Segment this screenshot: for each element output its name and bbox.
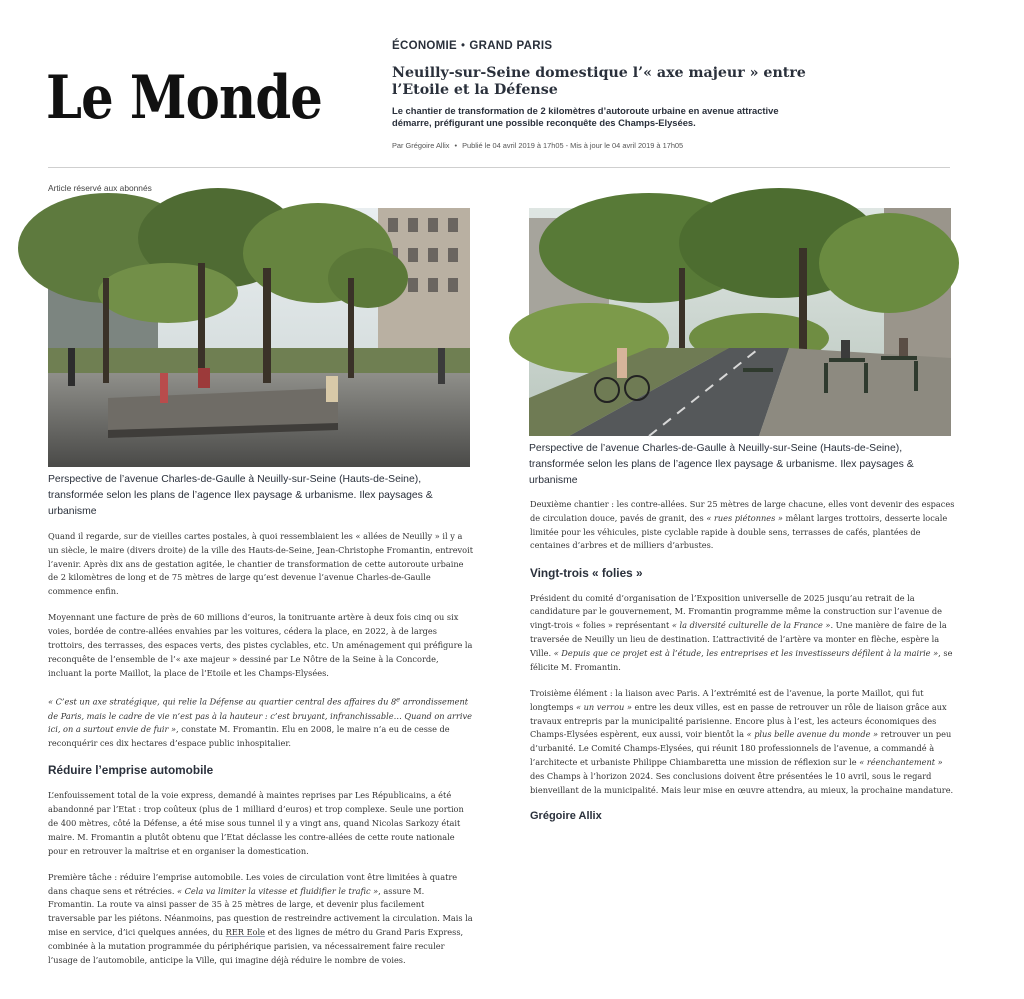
quote: « C’est un axe stratégique, qui relie la Défense au quartier central des affaires du 8 — [48, 696, 397, 707]
article-photo-bike-lane[interactable] — [529, 208, 951, 436]
kicker-separator: • — [461, 40, 466, 52]
paragraph-text: entre les deux villes, est en passe de retrouver un rôle de liaison grâce aux travaux entrepris par la municipalité parisienne. Encore plus à l’est, les acteurs économiques des Champs-Elysées espèrent, eux aussi, voir bientôt la — [530, 701, 947, 740]
paragraph-text: Président du comité d’organisation de l’Exposition universelle de 2025 jusqu’au retrait de la candidature par le gouvernement, M. Fromantin programme même la construction sur l’avenue de vingt-trois « folies » représentant — [530, 592, 942, 631]
paragraph — [48, 871, 473, 968]
paragraph — [530, 687, 955, 797]
le-monde-logo-mark — [44, 60, 334, 133]
article-body-right-column — [530, 498, 955, 822]
rer-eole-link[interactable]: RER Eole — [225, 927, 265, 938]
photo-bike-lane-caption: Perspective de l’avenue Charles-de-Gaulle à Neuilly-sur-Seine (Hauts-de-Seine), transformée selon les plans de l’agence Ilex paysage & urbanisme. Ilex paysages & urbanisme — [529, 443, 914, 486]
kicker-section-link[interactable]: ÉCONOMIE — [392, 40, 458, 52]
quote: « un verrou » — [576, 701, 632, 712]
quote-superscript: e — [396, 694, 401, 703]
article-byline — [392, 141, 683, 150]
le-monde-logo[interactable] — [44, 60, 334, 133]
paragraph — [530, 498, 955, 553]
paragraph-text: et des lignes de métro du Grand Paris Express, combinée à la mutation programmée du périphérique parisien, va nécessairement faire reculer l’usage de l’automobile, anticipe la Ville, qui imagine déjà réduire le nombre de voies. — [48, 927, 464, 965]
paragraph-text: Deuxième chantier : les contre-allées. Sur 25 mètres de large chacune, elles vont devenir des espaces de circulation douce, pavés de granit, des — [530, 499, 955, 523]
quote: « rues piétonnes » — [706, 512, 783, 523]
article-standfirst: Le chantier de transformation de 2 kilomètres d’autoroute urbaine en avenue attractive démarre, préfigurant une possible reconquête des Champs-Elysées. — [392, 105, 779, 128]
paragraph-text: des Champs à l’horizon 2024. Ses conclusions doivent être présentées le 10 avril, sous le regard bienveillant de la municipalité. Mais leur mise en œuvre attendra, au mieux, la prochaine mandature. — [530, 770, 954, 795]
article-body-left-column — [48, 530, 473, 980]
article-headline: Neuilly-sur-Seine domestique l’« axe majeur » entre l’Etoile et la Défense — [392, 65, 806, 98]
byline-separator: • — [454, 141, 458, 150]
paragraph-text: retrouver un peu d’urbanité. Le Comité Champs-Elysées, qui réunit 180 professionnels de l’avenue, a commandé à l’architecte et urbaniste Philippe Chiambaretta une mission de réflexion sur le — [530, 729, 952, 767]
paragraph-text: Troisième élément : la liaison avec Paris. A l’extrémité est de l’avenue, la porte Maillot, qui fut longtemps — [530, 687, 924, 712]
photo-plaza-caption: Perspective de l’avenue Charles-de-Gaulle à Neuilly-sur-Seine (Hauts-de-Seine), transformée selon les plans de l’agence Ilex paysage & urbanisme. Ilex paysages & urbanisme — [48, 474, 433, 517]
section-heading: Réduire l’emprise automobile — [48, 763, 214, 778]
svg-text:Le Monde: Le Monde — [46, 63, 322, 133]
section-heading: Vingt-trois « folies » — [530, 565, 643, 580]
quote: arrondissement de Paris, mais le cadre de vie n’est pas à la hauteur : c’est bruyant, infranchissable… Quand on arrive ici, on a surtout envie de fuir » — [48, 696, 472, 735]
section-kicker — [392, 40, 552, 52]
quote: « la diversité culturelle de la France » — [671, 620, 831, 631]
paragraph: L’enfouissement total de la voie express, demandé à maintes reprises par Les Républicains, a été abandonné par l’Etat : trop coûteux (plus de 1 milliard d’euros) et trop complexe. Seule une portion de 400 mètres, côté la Défense, a été mise sous tunnel il y a vingt ans, quand Nicolas Sarkozy était maire. M. Fromantin a plutôt obtenu que l’Etat déclasse les contre-allées de cette route nationale pour en retrouver la maîtrise et en organiser la domestication. — [48, 790, 464, 856]
header-divider — [48, 167, 950, 168]
quote: « réenchantement » — [859, 756, 943, 767]
byline-author[interactable]: Par Grégoire Allix — [392, 141, 450, 150]
subscriber-notice: Article réservé aux abonnés — [48, 183, 152, 193]
paragraph: Moyennant une facture de près de 60 millions d’euros, la tonitruante artère à deux fois cinq ou six voies, bordée de contre-allées envahies par les voitures, cédera la place, en 2022, à de larges trottoirs, des terrasses, des espaces verts, des pistes cyclables, etc. Un aménagement qui préfigure la reconquête de l’ensemble de l’« axe majeur » dessiné par Le Nôtre de la Seine à la Concorde, incluant la porte Maillot, la place de l’Etoile et les Champs-Elysées. — [48, 612, 473, 678]
paragraph-text: mêlant larges trottoirs, desserte locale limitée pour les véhicules, piste cyclable rapide à double sens, terrasses de cafés, plantées de centaines d’arbres et de milliers d’arbustes. — [530, 512, 948, 551]
kicker-subsection-link[interactable]: GRAND PARIS — [469, 40, 553, 52]
paragraph-text: , constate M. Fromantin. Elu en 2008, le maire n’a eu de cesse de reconquérir ces dix hectares d’espace public inhospitalier. — [48, 724, 450, 749]
paragraph-text: Première tâche : réduire l’emprise automobile. Les voies de circulation vont être limitées à quatre dans chaque sens et rétrécies. — [48, 871, 458, 896]
paragraph-text: , se félicite M. Fromantin. — [530, 647, 953, 672]
photo-plaza-image — [48, 208, 470, 467]
paragraph: Quand il regarde, sur de vieilles cartes postales, à quoi ressemblaient les « allées de Neuilly » il y a un siècle, le maire (divers droite) de la ville des Hauts-de-Seine, Jean-Christophe Fromantin, entrevoit l’avenir. Après dix ans de gestation agitée, le chantier de transformation de cette autoroute urbaine de 2 kilomètres de long et de 75 mètres de large qu’est devenue l’avenue Charles-de-Gaulle commence enfin. — [48, 531, 474, 597]
paragraph-text: , assure M. Fromantin. La route va ainsi passer de 35 à 25 mètres de large, et devenir plus facilement traversable par les piétons. Néanmoins, pas question de restreindre activement la circulation. Mais la mise en service, d’ici quelques années, du — [48, 885, 473, 938]
paragraph — [530, 592, 955, 675]
paragraph-text: . Une manière de faire de la traversée de Neuilly un lieu de destination. L’attractivité de l’artère va monter en flèche, espère la Ville. — [530, 620, 947, 658]
photo-bike-lane-image — [529, 208, 951, 436]
article-author-signature: Grégoire Allix — [530, 809, 602, 822]
paragraph — [48, 693, 473, 751]
quote: « plus belle avenue du monde » — [746, 729, 879, 740]
article-photo-plaza[interactable] — [48, 208, 470, 467]
byline-dates: Publié le 04 avril 2019 à 17h05 - Mis à jour le 04 avril 2019 à 17h05 — [462, 141, 684, 150]
quote: « Depuis que ce projet est à l’étude, les entreprises et les investisseurs défilent à la mairie » — [553, 647, 939, 658]
quote: « Cela va limiter la vitesse et fluidifier le trafic » — [177, 885, 379, 896]
